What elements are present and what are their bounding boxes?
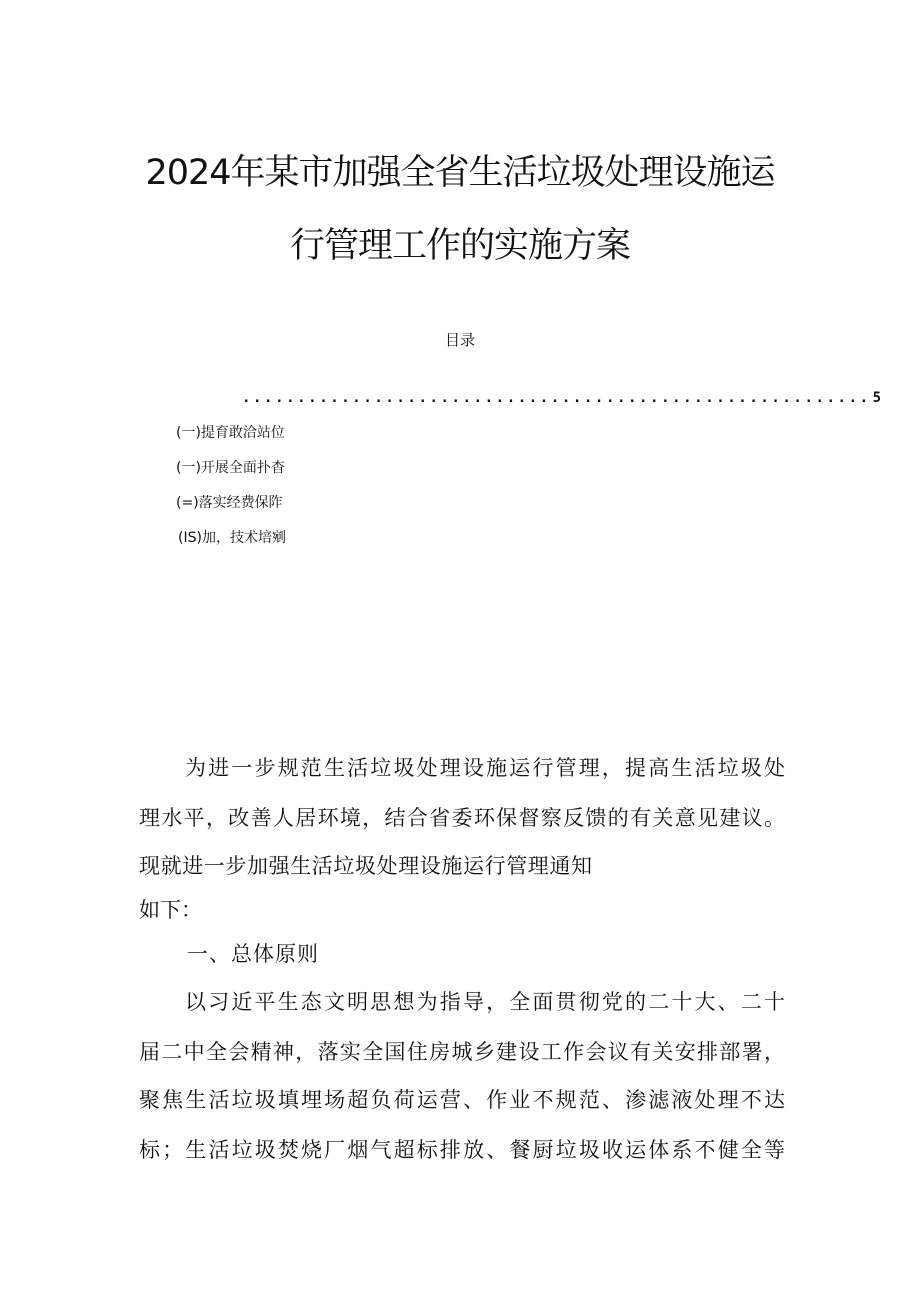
document-title-line-2: 行管理工作的实施方案 — [289, 226, 630, 266]
toc-leader-dots: ......................................................... — [242, 390, 871, 406]
toc-item[interactable]: (=)落实经费保阼 — [176, 495, 283, 511]
toc-item[interactable]: (一)开展全面扑杳 — [176, 460, 285, 476]
paragraph-2-line: 以习近平生态文明思想为指导，全面贯彻党的二十大、二十 — [185, 990, 785, 1014]
toc-item[interactable]: (一)提育敢洽站位 — [176, 425, 285, 441]
toc-item[interactable]: (IS)加，技术培剜 — [178, 530, 286, 546]
paragraph-1-line: 理水平，改善人居环境，结合省委环保督察反馈的有关意见建议。 — [139, 806, 785, 830]
paragraph-1-line: 如下： — [139, 898, 202, 922]
document-title-line-1: 2024年某市加强全省生活垃圾处理设施运 — [145, 153, 775, 193]
paragraph-2-line: 标；生活垃圾焚烧厂烟气超标排放、餐厨垃圾收运体系不健全等 — [139, 1138, 785, 1162]
toc-page-number: 5 — [872, 390, 882, 406]
toc-heading: 目录 — [444, 331, 475, 349]
paragraph-2-line: 聚焦生活垃圾填埋场超负荷运营、作业不规范、渗滤液处理不达 — [139, 1088, 785, 1112]
toc-leader-line — [242, 390, 882, 406]
section-heading: 一、总体原则 — [187, 942, 319, 966]
paragraph-2-line: 届二中全会精神，落实全国住房城乡建设工作会议有关安排部署， — [139, 1040, 785, 1064]
paragraph-1-line: 现就进一步加强生活垃圾处理设施运行管理通知 — [139, 854, 593, 878]
paragraph-1-line: 为进一步规范生活垃圾处理设施运行管理，提高生活垃圾处 — [185, 756, 785, 780]
